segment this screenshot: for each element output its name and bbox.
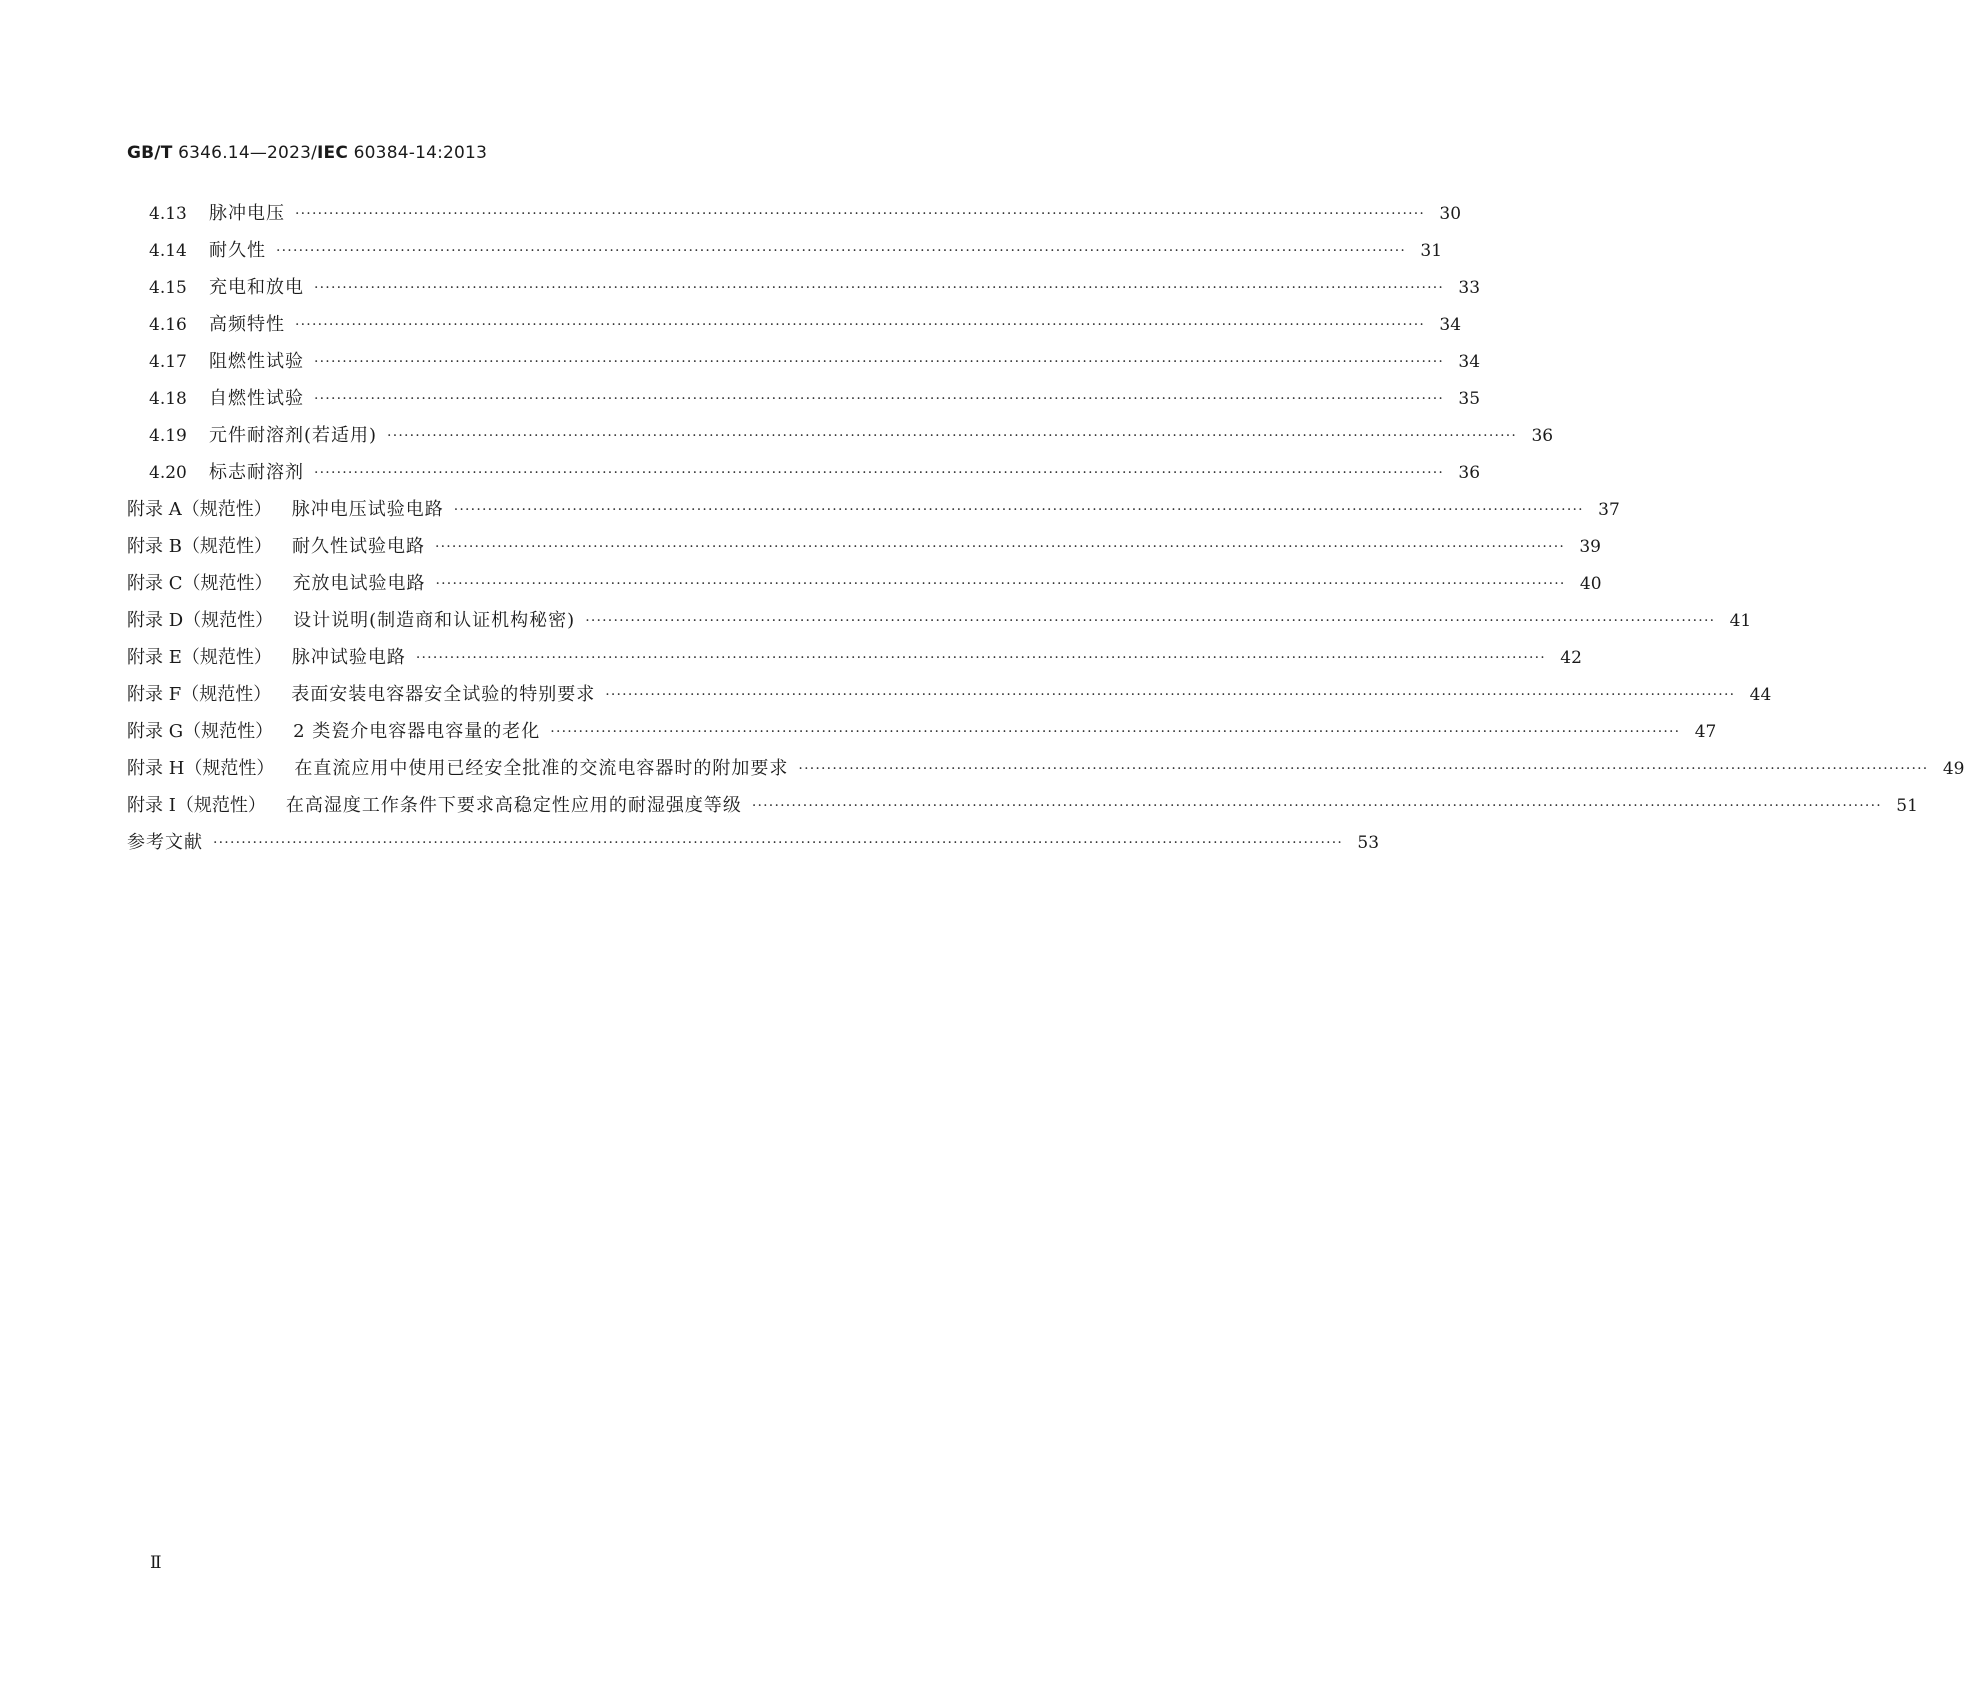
toc-entry-section[interactable] — [127, 195, 1462, 232]
toc-entry-annex[interactable] — [127, 676, 1772, 713]
toc-entry-title: 自燃性试验 — [209, 388, 304, 409]
standard-number: 6346.14—2023/ — [172, 143, 318, 163]
dot-leader: ········································································································································································································ — [276, 243, 1407, 259]
toc-annex-label: 附录 F（规范性） — [127, 684, 272, 705]
toc-entry-page: 40 — [1579, 574, 1602, 594]
toc-entry-page: 33 — [1458, 278, 1481, 298]
toc-entry-page: 34 — [1458, 352, 1481, 372]
dot-leader: ········································································································································································································ — [295, 206, 1426, 222]
toc-entry-title: 脉冲试验电路 — [291, 647, 406, 668]
iec-prefix: IEC — [317, 143, 349, 163]
toc-entry-page: 36 — [1531, 426, 1554, 446]
toc-entry-title: 标志耐溶剂 — [209, 462, 304, 483]
dot-leader: ········································································································································································································ — [314, 354, 1445, 370]
toc-entry-annex[interactable] — [127, 787, 1918, 824]
toc-annex-label: 附录 E（规范性） — [127, 647, 272, 668]
toc-entry-title: 阻燃性试验 — [209, 351, 304, 372]
toc-entry-section[interactable] — [127, 454, 1481, 491]
toc-entry-references[interactable] — [127, 824, 1380, 861]
toc-entry-annex[interactable] — [127, 750, 1964, 787]
toc-entry-page: 39 — [1579, 537, 1601, 557]
toc-entry-page: 35 — [1458, 389, 1481, 409]
toc-entry-title: 充放电试验电路 — [292, 573, 426, 594]
toc-entry-title: 脉冲电压 — [209, 203, 285, 224]
toc-entry-number: 4.13 — [149, 204, 187, 224]
toc-entry-title: 高频特性 — [209, 314, 285, 335]
toc-entry-annex[interactable] — [127, 491, 1620, 528]
toc-entry-page: 37 — [1598, 500, 1620, 520]
dot-leader: ········································································································································································································ — [213, 835, 1344, 851]
dot-leader: ········································································································································································································ — [314, 391, 1445, 407]
page-number: Ⅱ — [150, 1553, 162, 1573]
toc-entry-title: 2 类瓷介电容器电容量的老化 — [293, 721, 541, 742]
toc-entry-annex[interactable] — [127, 602, 1752, 639]
toc-entry-number: 4.15 — [149, 278, 187, 298]
toc-annex-label: 附录 H（规范性） — [127, 758, 275, 779]
toc-entry-section[interactable] — [127, 380, 1481, 417]
toc-entry-page: 44 — [1749, 685, 1772, 705]
toc-entry-title: 元件耐溶剂(若适用) — [209, 425, 378, 446]
dot-leader: ········································································································································································································ — [798, 761, 1929, 777]
toc-entry-page: 34 — [1439, 315, 1462, 335]
toc-entry-title: 耐久性试验电路 — [291, 536, 425, 557]
dot-leader: ········································································································································································································ — [605, 687, 1736, 703]
toc-annex-label: 附录 I（规范性） — [127, 795, 266, 816]
dot-leader: ········································································································································································································ — [434, 539, 1565, 555]
toc-annex-label: 附录 A（规范性） — [127, 499, 272, 520]
toc-entry-title: 充电和放电 — [209, 277, 304, 298]
toc-entry-section[interactable] — [127, 269, 1481, 306]
toc-entry-page: 42 — [1560, 648, 1582, 668]
toc-entry-title: 在直流应用中使用已经安全批准的交流电容器时的附加要求 — [294, 758, 789, 779]
toc-annex-label: 附录 C（规范性） — [127, 573, 273, 594]
dot-leader: ········································································································································································································ — [314, 280, 1445, 296]
toc-entry-page: 51 — [1896, 796, 1918, 816]
toc-entry-number: 4.17 — [149, 352, 187, 372]
dot-leader: ········································································································································································································ — [435, 576, 1566, 592]
toc-entry-number: 4.14 — [149, 241, 187, 261]
toc-entry-number: 4.18 — [149, 389, 187, 409]
dot-leader: ········································································································································································································ — [585, 613, 1716, 629]
toc-entry-number: 4.19 — [149, 426, 187, 446]
table-of-contents — [127, 195, 1964, 861]
toc-entry-page: 49 — [1942, 759, 1964, 779]
toc-entry-annex[interactable] — [127, 713, 1717, 750]
toc-entry-title: 设计说明(制造商和认证机构秘密) — [293, 610, 576, 631]
toc-entry-page: 31 — [1420, 241, 1443, 261]
toc-entry-annex[interactable] — [127, 528, 1601, 565]
toc-entry-page: 36 — [1458, 463, 1481, 483]
toc-entry-title: 耐久性 — [209, 240, 266, 261]
toc-entry-section[interactable] — [127, 306, 1462, 343]
standard-header — [127, 143, 487, 163]
toc-entry-number: 4.16 — [149, 315, 187, 335]
toc-annex-label: 附录 D（规范性） — [127, 610, 274, 631]
toc-entry-annex[interactable] — [127, 639, 1582, 676]
toc-entry-section[interactable] — [127, 417, 1554, 454]
toc-entry-annex[interactable] — [127, 565, 1602, 602]
toc-annex-label: 附录 G（规范性） — [127, 721, 274, 742]
toc-annex-label: 附录 B（规范性） — [127, 536, 272, 557]
toc-entry-section[interactable] — [127, 343, 1481, 380]
dot-leader: ········································································································································································································ — [295, 317, 1426, 333]
toc-entry-section[interactable] — [127, 232, 1443, 269]
toc-entry-page: 30 — [1439, 204, 1462, 224]
toc-entry-number: 4.20 — [149, 463, 187, 483]
toc-entry-page: 41 — [1729, 611, 1752, 631]
dot-leader: ········································································································································································································ — [453, 502, 1584, 518]
dot-leader: ········································································································································································································ — [314, 465, 1445, 481]
toc-entry-page: 47 — [1694, 722, 1717, 742]
standard-prefix: GB/T — [127, 143, 173, 163]
dot-leader: ········································································································································································································ — [415, 650, 1546, 666]
toc-entry-page: 53 — [1357, 833, 1380, 853]
toc-entry-title: 在高湿度工作条件下要求高稳定性应用的耐湿强度等级 — [285, 795, 742, 816]
toc-entry-title: 脉冲电压试验电路 — [291, 499, 444, 520]
dot-leader: ········································································································································································································ — [751, 798, 1882, 814]
iec-number: 60384-14:2013 — [348, 143, 488, 163]
toc-entry-title: 参考文献 — [127, 832, 203, 853]
dot-leader: ········································································································································································································ — [550, 724, 1681, 740]
toc-entry-title: 表面安装电容器安全试验的特别要求 — [291, 684, 596, 705]
dot-leader: ········································································································································································································ — [387, 428, 1518, 444]
